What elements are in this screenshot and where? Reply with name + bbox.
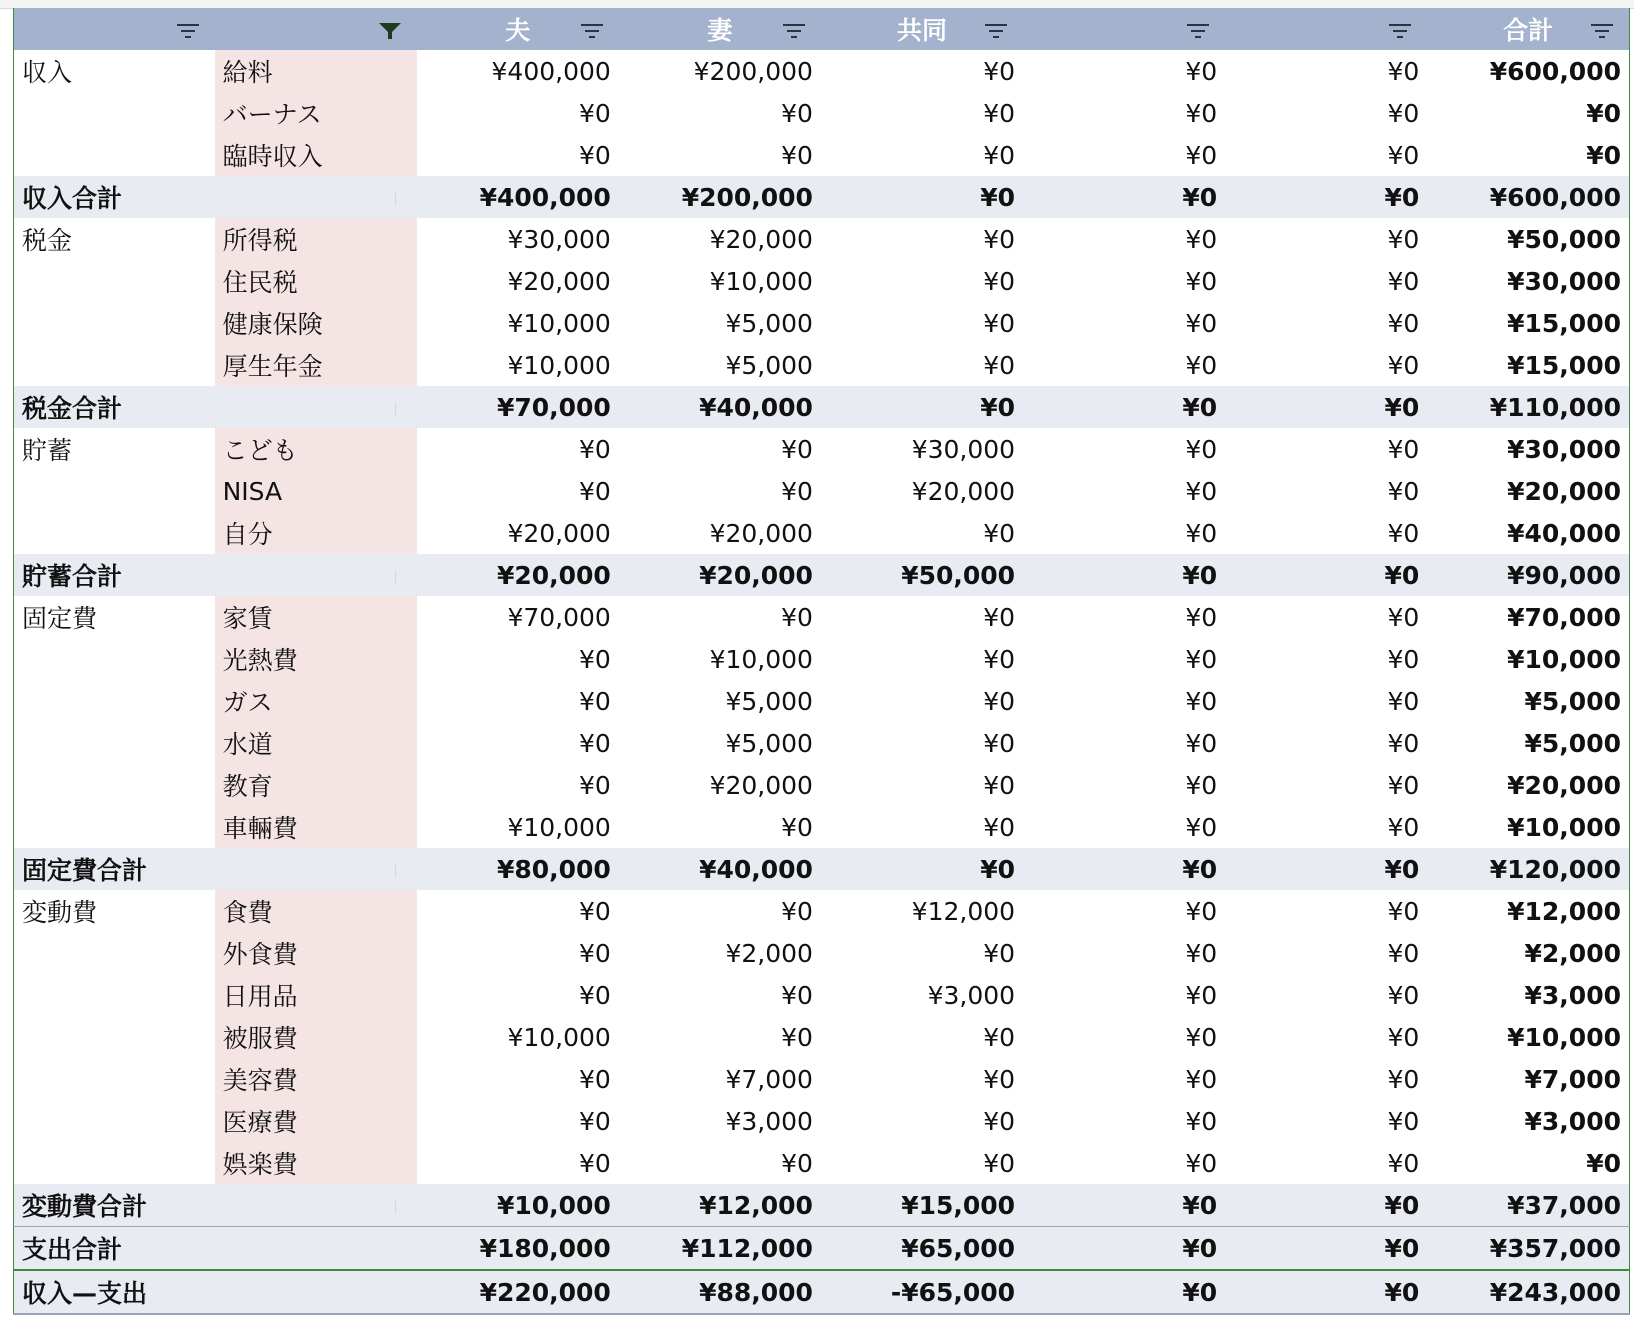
subcategory-cell[interactable] — [215, 1270, 417, 1314]
table-row — [14, 302, 1630, 344]
category-cell[interactable]: 固定費合計 — [14, 848, 215, 890]
value-cell[interactable]: ¥200,000 — [619, 176, 821, 218]
value-cell[interactable]: ¥0 — [1185, 518, 1218, 548]
cell-divider — [395, 864, 396, 878]
filter-icon[interactable] — [781, 21, 807, 41]
value-cell[interactable]: ¥0 — [1185, 686, 1218, 716]
subcategory-cell[interactable]: 住民税 — [215, 260, 417, 302]
value-cell[interactable]: ¥0 — [1387, 644, 1420, 674]
subcategory-cell[interactable]: 所得税 — [215, 218, 417, 260]
value-cell[interactable]: ¥12,000 — [911, 896, 1016, 926]
value-cell[interactable]: ¥10,000 — [507, 350, 611, 380]
value-cell[interactable]: ¥0 — [1185, 140, 1218, 170]
filter-icon[interactable] — [175, 21, 201, 41]
value-cell[interactable]: ¥0 — [1387, 266, 1420, 296]
value-cell[interactable]: ¥0 — [983, 98, 1016, 128]
value-cell[interactable]: ¥0 — [983, 1106, 1016, 1136]
category-cell[interactable]: 収入 — [22, 58, 73, 87]
value-cell[interactable]: ¥0 — [983, 1148, 1016, 1178]
total-cell[interactable]: ¥20,000 — [1507, 770, 1621, 800]
total-cell[interactable]: ¥50,000 — [1507, 224, 1621, 254]
value-cell[interactable]: ¥7,000 — [725, 1064, 813, 1094]
table-row — [14, 1058, 1630, 1100]
value-cell[interactable]: ¥0 — [579, 476, 611, 506]
subcategory-cell[interactable] — [215, 1227, 417, 1271]
category-cell[interactable] — [14, 1016, 215, 1058]
value-cell[interactable]: ¥0 — [579, 1064, 611, 1094]
subcategory-cell[interactable]: 給料 — [215, 50, 417, 92]
value-cell[interactable]: ¥0 — [579, 938, 611, 968]
total-cell[interactable]: ¥70,000 — [1507, 602, 1621, 632]
category-cell[interactable]: 貯蓄合計 — [14, 554, 215, 596]
subcategory-cell[interactable] — [215, 386, 417, 428]
value-cell[interactable]: ¥2,000 — [725, 938, 813, 968]
value-cell[interactable]: ¥0 — [983, 686, 1016, 716]
subcategory-cell[interactable]: 水道 — [215, 722, 417, 764]
category-cell[interactable] — [14, 764, 215, 806]
total-cell[interactable]: ¥357,000 — [1427, 1227, 1629, 1271]
total-cell[interactable]: ¥243,000 — [1427, 1270, 1629, 1314]
value-cell[interactable]: ¥0 — [1023, 1227, 1225, 1271]
value-cell[interactable]: ¥0 — [1185, 980, 1218, 1010]
total-cell[interactable]: ¥0 — [1586, 1148, 1621, 1178]
value-cell[interactable]: ¥30,000 — [911, 434, 1016, 464]
category-cell[interactable]: 収入—支出 — [14, 1270, 215, 1314]
value-cell[interactable]: ¥20,000 — [507, 266, 611, 296]
value-cell[interactable]: ¥0 — [1023, 554, 1225, 596]
value-cell[interactable]: ¥0 — [1225, 1227, 1427, 1271]
category-cell[interactable]: 変動費合計 — [14, 1184, 215, 1227]
value-cell[interactable]: ¥0 — [1387, 140, 1420, 170]
table-row — [14, 680, 1630, 722]
value-cell[interactable]: ¥10,000 — [417, 1184, 619, 1227]
filter-icon[interactable] — [1589, 21, 1615, 41]
value-cell[interactable]: ¥0 — [1023, 1184, 1225, 1227]
subcategory-cell[interactable] — [215, 848, 417, 890]
value-cell[interactable]: ¥0 — [1387, 476, 1420, 506]
value-cell[interactable]: ¥5,000 — [725, 686, 813, 716]
value-cell[interactable]: ¥0 — [1387, 1148, 1420, 1178]
value-cell[interactable]: ¥0 — [983, 602, 1016, 632]
value-cell[interactable]: ¥0 — [579, 770, 611, 800]
subcategory-cell[interactable]: 厚生年金 — [215, 344, 417, 386]
value-cell[interactable]: ¥0 — [1225, 176, 1427, 218]
category-cell[interactable] — [14, 92, 215, 134]
subcategory-cell[interactable] — [215, 554, 417, 596]
total-cell[interactable]: ¥37,000 — [1427, 1184, 1629, 1227]
filter-icon[interactable] — [579, 21, 605, 41]
value-cell[interactable]: ¥0 — [579, 686, 611, 716]
value-cell[interactable]: ¥0 — [1225, 1184, 1427, 1227]
subcategory-cell[interactable]: 食費 — [215, 890, 417, 932]
subcategory-cell[interactable]: 光熱費 — [215, 638, 417, 680]
total-cell[interactable]: ¥2,000 — [1524, 938, 1621, 968]
table-row — [14, 890, 1630, 932]
value-cell[interactable]: ¥0 — [983, 812, 1016, 842]
value-cell[interactable]: ¥20,000 — [709, 518, 813, 548]
value-cell[interactable]: ¥0 — [1387, 938, 1420, 968]
value-cell[interactable]: ¥0 — [1185, 308, 1218, 338]
value-cell[interactable]: ¥30,000 — [507, 224, 611, 254]
value-cell[interactable]: ¥0 — [1185, 770, 1218, 800]
category-cell[interactable] — [14, 470, 215, 512]
value-cell[interactable]: ¥0 — [1185, 350, 1218, 380]
value-cell[interactable]: ¥112,000 — [619, 1227, 821, 1271]
value-cell[interactable]: ¥0 — [781, 1148, 813, 1178]
value-cell[interactable]: ¥0 — [1023, 848, 1225, 890]
value-cell[interactable]: ¥12,000 — [619, 1184, 821, 1227]
value-cell[interactable]: ¥0 — [983, 1022, 1016, 1052]
table-row — [14, 512, 1630, 554]
value-cell[interactable]: ¥0 — [983, 224, 1016, 254]
value-cell[interactable]: ¥0 — [1387, 518, 1420, 548]
total-cell[interactable]: ¥5,000 — [1524, 686, 1621, 716]
table-row — [14, 92, 1630, 134]
subcategory-cell[interactable]: こども — [215, 428, 417, 470]
column-header-2[interactable] — [417, 8, 619, 50]
value-cell[interactable]: ¥3,000 — [725, 1106, 813, 1136]
value-cell[interactable]: ¥10,000 — [507, 308, 611, 338]
value-cell[interactable]: ¥0 — [1185, 896, 1218, 926]
total-cell[interactable]: ¥0 — [1586, 140, 1621, 170]
total-cell[interactable]: ¥7,000 — [1524, 1064, 1621, 1094]
column-header-label: 共同 — [897, 16, 948, 45]
total-cell[interactable]: ¥600,000 — [1427, 176, 1629, 218]
value-cell[interactable]: ¥0 — [1387, 1022, 1420, 1052]
value-cell[interactable]: ¥80,000 — [417, 848, 619, 890]
value-cell[interactable]: ¥0 — [1185, 1106, 1218, 1136]
value-cell[interactable]: ¥0 — [781, 602, 813, 632]
value-cell[interactable]: ¥3,000 — [927, 980, 1016, 1010]
value-cell[interactable]: ¥0 — [579, 98, 611, 128]
value-cell[interactable]: ¥0 — [579, 728, 611, 758]
total-cell[interactable]: ¥10,000 — [1507, 812, 1621, 842]
total-cell[interactable]: ¥3,000 — [1524, 1106, 1621, 1136]
subtotal-row — [14, 176, 1630, 218]
table-row — [14, 932, 1630, 974]
value-cell[interactable]: ¥10,000 — [709, 266, 813, 296]
value-cell[interactable]: ¥0 — [983, 350, 1016, 380]
category-cell[interactable]: 貯蓄 — [22, 436, 73, 465]
category-cell[interactable] — [14, 512, 215, 554]
value-cell[interactable]: ¥0 — [1225, 848, 1427, 890]
subcategory-cell[interactable]: 美容費 — [215, 1058, 417, 1100]
value-cell[interactable]: ¥0 — [781, 980, 813, 1010]
total-cell[interactable]: ¥10,000 — [1507, 1022, 1621, 1052]
value-cell[interactable]: ¥0 — [579, 140, 611, 170]
subcategory-cell[interactable]: 日用品 — [215, 974, 417, 1016]
table-row — [14, 596, 1630, 638]
value-cell[interactable]: ¥0 — [1185, 98, 1218, 128]
value-cell[interactable]: ¥0 — [579, 896, 611, 926]
subcategory-cell[interactable]: 教育 — [215, 764, 417, 806]
table-row — [14, 50, 1630, 92]
category-cell[interactable]: 税金 — [22, 226, 73, 255]
value-cell[interactable]: ¥0 — [1387, 980, 1420, 1010]
value-cell[interactable]: ¥0 — [1387, 1064, 1420, 1094]
grand-total-row — [14, 1270, 1630, 1314]
category-cell[interactable] — [14, 806, 215, 848]
value-cell[interactable]: ¥0 — [1387, 728, 1420, 758]
value-cell[interactable]: ¥0 — [1185, 1148, 1218, 1178]
value-cell[interactable]: ¥0 — [579, 980, 611, 1010]
cell-divider — [395, 570, 396, 584]
value-cell[interactable]: ¥0 — [781, 98, 813, 128]
value-cell[interactable]: ¥65,000 — [821, 1227, 1023, 1271]
value-cell[interactable]: ¥0 — [1387, 98, 1420, 128]
value-cell[interactable]: ¥0 — [579, 434, 611, 464]
subcategory-cell[interactable]: 被服費 — [215, 1016, 417, 1058]
table-row — [14, 722, 1630, 764]
value-cell[interactable]: ¥0 — [983, 728, 1016, 758]
value-cell[interactable]: ¥88,000 — [619, 1270, 821, 1314]
value-cell[interactable]: ¥20,000 — [417, 554, 619, 596]
value-cell[interactable]: -¥65,000 — [821, 1270, 1023, 1314]
value-cell[interactable]: ¥10,000 — [507, 812, 611, 842]
subcategory-cell[interactable]: 車輛費 — [215, 806, 417, 848]
value-cell[interactable]: ¥0 — [983, 938, 1016, 968]
column-header-7[interactable] — [1427, 8, 1629, 50]
filter-active-icon[interactable] — [377, 21, 403, 41]
value-cell[interactable]: ¥0 — [781, 434, 813, 464]
value-cell[interactable]: ¥0 — [1185, 434, 1218, 464]
value-cell[interactable]: ¥0 — [1225, 554, 1427, 596]
value-cell[interactable]: ¥70,000 — [417, 386, 619, 428]
value-cell[interactable]: ¥0 — [1023, 1270, 1225, 1314]
value-cell[interactable]: ¥0 — [1185, 1022, 1218, 1052]
value-cell[interactable]: ¥40,000 — [619, 386, 821, 428]
value-cell[interactable]: ¥0 — [1185, 728, 1218, 758]
value-cell[interactable]: ¥0 — [579, 1148, 611, 1178]
column-header-label: 夫 — [505, 16, 531, 45]
subcategory-cell[interactable]: 自分 — [215, 512, 417, 554]
value-cell[interactable]: ¥20,000 — [709, 224, 813, 254]
table-row — [14, 974, 1630, 1016]
value-cell[interactable]: ¥0 — [1387, 350, 1420, 380]
value-cell[interactable]: ¥10,000 — [507, 1022, 611, 1052]
subtotal-row — [14, 848, 1630, 890]
value-cell[interactable]: ¥70,000 — [507, 602, 611, 632]
value-cell[interactable]: ¥0 — [1387, 1106, 1420, 1136]
value-cell[interactable]: ¥0 — [781, 476, 813, 506]
category-cell[interactable]: 税金合計 — [14, 386, 215, 428]
value-cell[interactable]: ¥0 — [1185, 938, 1218, 968]
category-cell[interactable]: 支出合計 — [14, 1227, 215, 1271]
subcategory-cell[interactable]: 臨時収入 — [215, 134, 417, 176]
value-cell[interactable]: ¥0 — [781, 140, 813, 170]
value-cell[interactable]: ¥0 — [1185, 224, 1218, 254]
value-cell[interactable]: ¥0 — [1387, 56, 1420, 86]
pivot-body — [14, 50, 1630, 1314]
value-cell[interactable]: ¥0 — [1185, 476, 1218, 506]
value-cell[interactable]: ¥0 — [1023, 176, 1225, 218]
cell-divider — [395, 1200, 396, 1214]
value-cell[interactable]: ¥0 — [1387, 224, 1420, 254]
total-cell[interactable]: ¥20,000 — [1507, 476, 1621, 506]
table-row — [14, 470, 1630, 512]
value-cell[interactable]: ¥0 — [781, 812, 813, 842]
category-cell[interactable] — [14, 302, 215, 344]
value-cell[interactable]: ¥0 — [983, 266, 1016, 296]
total-cell[interactable]: ¥40,000 — [1507, 518, 1621, 548]
total-cell[interactable]: ¥110,000 — [1427, 386, 1629, 428]
grand-total-row — [14, 1227, 1630, 1271]
value-cell[interactable]: ¥0 — [821, 176, 1023, 218]
table-row — [14, 1016, 1630, 1058]
pivot-header-row — [14, 8, 1630, 50]
value-cell[interactable]: ¥0 — [1185, 602, 1218, 632]
total-cell[interactable]: ¥12,000 — [1507, 896, 1621, 926]
value-cell[interactable]: ¥0 — [983, 644, 1016, 674]
value-cell[interactable]: ¥20,000 — [507, 518, 611, 548]
table-row — [14, 260, 1630, 302]
value-cell[interactable]: ¥20,000 — [709, 770, 813, 800]
subcategory-cell[interactable] — [215, 176, 417, 218]
value-cell[interactable]: ¥200,000 — [693, 56, 813, 86]
table-row — [14, 638, 1630, 680]
value-cell[interactable]: ¥0 — [1387, 896, 1420, 926]
category-cell[interactable]: 収入合計 — [14, 176, 215, 218]
value-cell[interactable]: ¥0 — [1185, 56, 1218, 86]
column-header-3[interactable] — [619, 8, 821, 50]
value-cell[interactable]: ¥10,000 — [709, 644, 813, 674]
value-cell[interactable]: ¥20,000 — [619, 554, 821, 596]
value-cell[interactable]: ¥0 — [1225, 386, 1427, 428]
subcategory-cell[interactable]: バーナス — [215, 92, 417, 134]
category-cell[interactable] — [14, 260, 215, 302]
subcategory-cell[interactable]: 娯楽費 — [215, 1142, 417, 1184]
filter-icon[interactable] — [1185, 21, 1211, 41]
value-cell[interactable]: ¥0 — [1225, 1270, 1427, 1314]
subcategory-cell[interactable]: 医療費 — [215, 1100, 417, 1142]
value-cell[interactable]: ¥40,000 — [619, 848, 821, 890]
value-cell[interactable]: ¥220,000 — [417, 1270, 619, 1314]
table-row — [14, 134, 1630, 176]
value-cell[interactable]: ¥0 — [983, 56, 1016, 86]
value-cell[interactable]: ¥180,000 — [417, 1227, 619, 1271]
column-header-label: 妻 — [707, 16, 733, 45]
table-row — [14, 1100, 1630, 1142]
table-row — [14, 1142, 1630, 1184]
total-cell[interactable]: ¥120,000 — [1427, 848, 1629, 890]
filter-icon[interactable] — [1387, 21, 1413, 41]
subcategory-cell[interactable] — [215, 1184, 417, 1227]
value-cell[interactable]: ¥15,000 — [821, 1184, 1023, 1227]
value-cell[interactable]: ¥0 — [983, 308, 1016, 338]
category-cell[interactable] — [14, 1058, 215, 1100]
column-header-0[interactable] — [14, 8, 215, 50]
value-cell[interactable]: ¥0 — [1023, 386, 1225, 428]
value-cell[interactable]: ¥0 — [1185, 266, 1218, 296]
total-cell[interactable]: ¥15,000 — [1507, 350, 1621, 380]
category-cell[interactable] — [14, 638, 215, 680]
subtotal-row — [14, 1184, 1630, 1227]
total-cell[interactable]: ¥15,000 — [1507, 308, 1621, 338]
category-cell[interactable]: 固定費 — [22, 604, 98, 633]
cell-divider — [395, 402, 396, 416]
value-cell[interactable]: ¥0 — [1387, 602, 1420, 632]
subcategory-cell[interactable]: 健康保険 — [215, 302, 417, 344]
column-header-5[interactable] — [1023, 8, 1225, 50]
category-cell[interactable] — [14, 1100, 215, 1142]
value-cell[interactable]: ¥0 — [1387, 434, 1420, 464]
pivot-table — [13, 8, 1630, 1315]
value-cell[interactable]: ¥0 — [983, 518, 1016, 548]
total-cell[interactable]: ¥30,000 — [1507, 266, 1621, 296]
total-cell[interactable]: ¥3,000 — [1524, 980, 1621, 1010]
value-cell[interactable]: ¥0 — [1387, 770, 1420, 800]
value-cell[interactable]: ¥50,000 — [821, 554, 1023, 596]
value-cell[interactable]: ¥0 — [1185, 1064, 1218, 1094]
total-cell[interactable]: ¥600,000 — [1489, 56, 1621, 86]
category-cell[interactable] — [14, 932, 215, 974]
subtotal-row — [14, 554, 1630, 596]
subtotal-row — [14, 386, 1630, 428]
category-cell[interactable]: 変動費 — [22, 898, 98, 927]
value-cell[interactable]: ¥0 — [781, 896, 813, 926]
subcategory-cell[interactable]: 家賃 — [215, 596, 417, 638]
value-cell[interactable]: ¥5,000 — [725, 308, 813, 338]
column-header-1[interactable] — [215, 8, 417, 50]
subcategory-cell[interactable]: 外食費 — [215, 932, 417, 974]
value-cell[interactable]: ¥0 — [821, 848, 1023, 890]
filter-icon[interactable] — [983, 21, 1009, 41]
value-cell[interactable]: ¥0 — [579, 644, 611, 674]
total-cell[interactable]: ¥10,000 — [1507, 644, 1621, 674]
total-cell[interactable]: ¥30,000 — [1507, 434, 1621, 464]
table-row — [14, 806, 1630, 848]
column-header-4[interactable] — [821, 8, 1023, 50]
column-header-label: 合計 — [1503, 16, 1554, 45]
value-cell[interactable]: ¥0 — [1387, 812, 1420, 842]
value-cell[interactable]: ¥400,000 — [417, 176, 619, 218]
value-cell[interactable]: ¥20,000 — [911, 476, 1016, 506]
table-row — [14, 764, 1630, 806]
value-cell[interactable]: ¥5,000 — [725, 350, 813, 380]
category-cell[interactable] — [14, 680, 215, 722]
category-cell[interactable] — [14, 134, 215, 176]
subcategory-cell[interactable]: NISA — [215, 470, 417, 512]
category-cell[interactable] — [14, 1142, 215, 1184]
table-row — [14, 428, 1630, 470]
value-cell[interactable]: ¥0 — [983, 770, 1016, 800]
value-cell[interactable]: ¥0 — [983, 1064, 1016, 1094]
cell-divider — [395, 192, 396, 206]
value-cell[interactable]: ¥0 — [983, 140, 1016, 170]
total-cell[interactable]: ¥0 — [1586, 98, 1621, 128]
total-cell[interactable]: ¥90,000 — [1427, 554, 1629, 596]
category-cell[interactable] — [14, 974, 215, 1016]
table-row — [14, 344, 1630, 386]
value-cell[interactable]: ¥0 — [1185, 644, 1218, 674]
value-cell[interactable]: ¥0 — [821, 386, 1023, 428]
value-cell[interactable]: ¥5,000 — [725, 728, 813, 758]
table-row — [14, 218, 1630, 260]
value-cell[interactable]: ¥0 — [781, 1022, 813, 1052]
column-header-6[interactable] — [1225, 8, 1427, 50]
value-cell[interactable]: ¥0 — [579, 1106, 611, 1136]
subcategory-cell[interactable]: ガス — [215, 680, 417, 722]
value-cell[interactable]: ¥0 — [1185, 812, 1218, 842]
value-cell[interactable]: ¥400,000 — [491, 56, 611, 86]
total-cell[interactable]: ¥5,000 — [1524, 728, 1621, 758]
value-cell[interactable]: ¥0 — [1387, 686, 1420, 716]
value-cell[interactable]: ¥0 — [1387, 308, 1420, 338]
category-cell[interactable] — [14, 344, 215, 386]
category-cell[interactable] — [14, 722, 215, 764]
